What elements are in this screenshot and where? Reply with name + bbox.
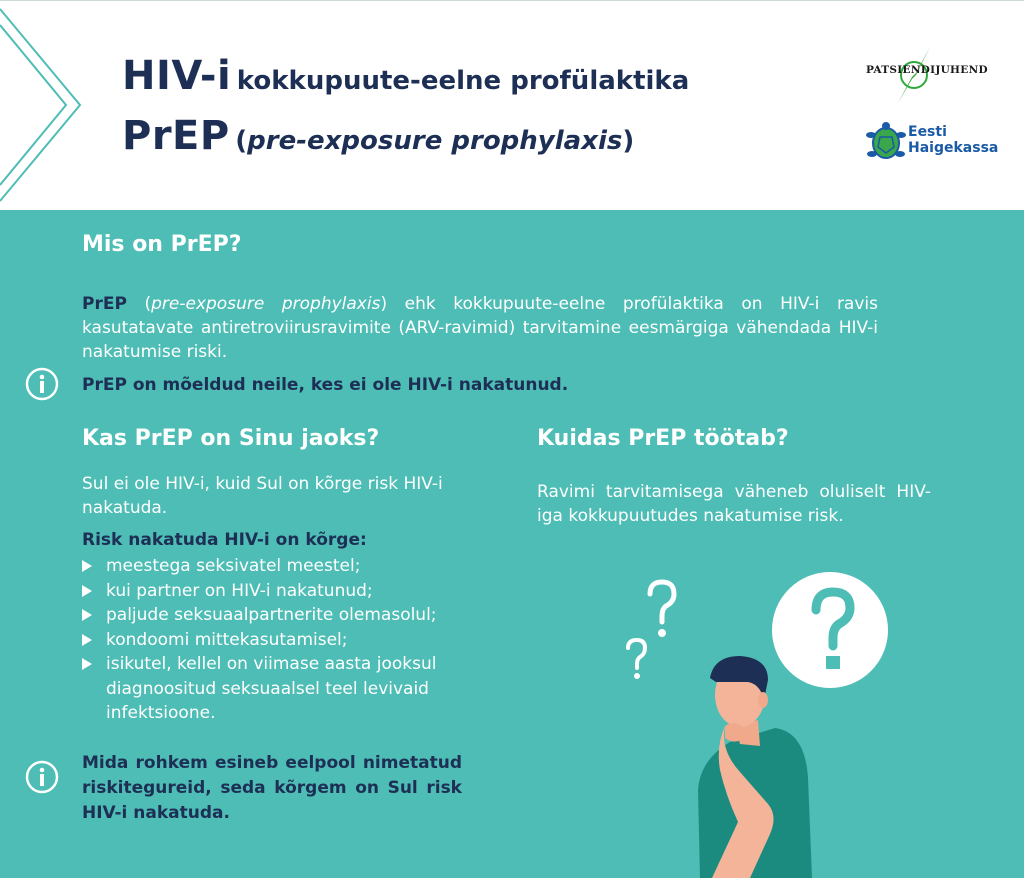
list-item	[82, 652, 476, 726]
for-you-intro: Sul ei ole HIV-i, kuid Sul on kõrge risk HIV-i nakatuda.	[82, 474, 443, 518]
question-mark-icon	[628, 640, 645, 679]
prep-definition-bold: PrEP	[82, 294, 127, 314]
bullet-triangle-icon	[82, 658, 92, 670]
info-risk-factors: Mida rohkem esineb eelpool nimetatud riskitegureid, seda kõrgem on Sul risk HIV-i nakatuda.	[82, 753, 462, 823]
prep-definition-rest: ) ehk kokkupuute-eelne profülaktika on HIV-i ravis kasutatavate antiretroviirusravimite (ARV-ravimid) tarvitamine eesmärgiga vähendada HIV-i nakatumise riski.	[82, 294, 878, 362]
title-paren-close: )	[622, 126, 635, 156]
risk-item-text: isikutel, kellel on viimase aasta jooksul diagnoositud seksuaalsel teel levivaid infektsioone.	[106, 654, 437, 723]
heading-how-prep-works: Kuidas PrEP töötab?	[537, 426, 789, 451]
risk-item-text: kui partner on HIV-i nakatunud;	[106, 580, 373, 601]
patsiendijuhend-label: PATSIENDIJUHEND	[866, 64, 988, 76]
list-item	[82, 579, 482, 604]
patsiendijuhend-logo	[866, 45, 986, 105]
title-italic: pre-exposure prophylaxis	[247, 126, 623, 156]
info-icon	[25, 760, 59, 794]
person-illustration	[600, 560, 900, 878]
title-paren-open: (	[235, 126, 248, 156]
title-line-2	[122, 113, 634, 159]
bullet-triangle-icon	[82, 634, 92, 646]
title-hiv: HIV-i	[122, 53, 232, 99]
risk-item-text: paljude seksuaalpartnerite olemasolul;	[106, 605, 437, 625]
prep-definition	[82, 292, 878, 364]
prep-definition-italic: pre-exposure prophylaxis	[151, 294, 381, 314]
risk-heading: Risk nakatuda HIV-i on kõrge:	[82, 530, 367, 550]
bullet-triangle-icon	[82, 585, 92, 597]
chevron-decoration	[0, 1, 100, 211]
title-prep: PrEP	[122, 113, 230, 159]
heading-what-is-prep: Mis on PrEP?	[82, 232, 242, 257]
risk-item-text: kondoomi mittekasutamisel;	[106, 629, 348, 650]
heading-is-prep-for-you: Kas PrEP on Sinu jaoks?	[82, 426, 380, 451]
question-mark-icon	[650, 582, 674, 637]
risk-item-text: meestega seksivatel meestel;	[106, 556, 361, 576]
prep-definition-paren: (	[144, 294, 152, 314]
list-item	[82, 628, 482, 653]
haigekassa-label	[908, 124, 998, 156]
header	[0, 0, 1024, 210]
risk-list	[82, 554, 482, 726]
haigekassa-line-2: Haigekassa	[908, 140, 999, 156]
title-line-1	[122, 53, 689, 99]
list-item	[82, 554, 482, 579]
haigekassa-logo	[866, 121, 999, 169]
turtle-logo-icon	[866, 121, 906, 165]
list-item	[82, 603, 482, 628]
how-prep-works-text: Ravimi tarvitamisega väheneb oluliselt HIV-iga kokkupuutudes nakatumise risk.	[537, 482, 931, 526]
info-prep-target: PrEP on mõeldud neile, kes ei ole HIV-i nakatunud.	[82, 375, 569, 395]
title-subtitle: kokkupuute-eelne profülaktika	[236, 66, 690, 96]
info-icon	[25, 367, 59, 401]
bullet-triangle-icon	[82, 609, 92, 621]
haigekassa-line-1: Eesti	[908, 124, 947, 140]
bullet-triangle-icon	[82, 560, 92, 572]
